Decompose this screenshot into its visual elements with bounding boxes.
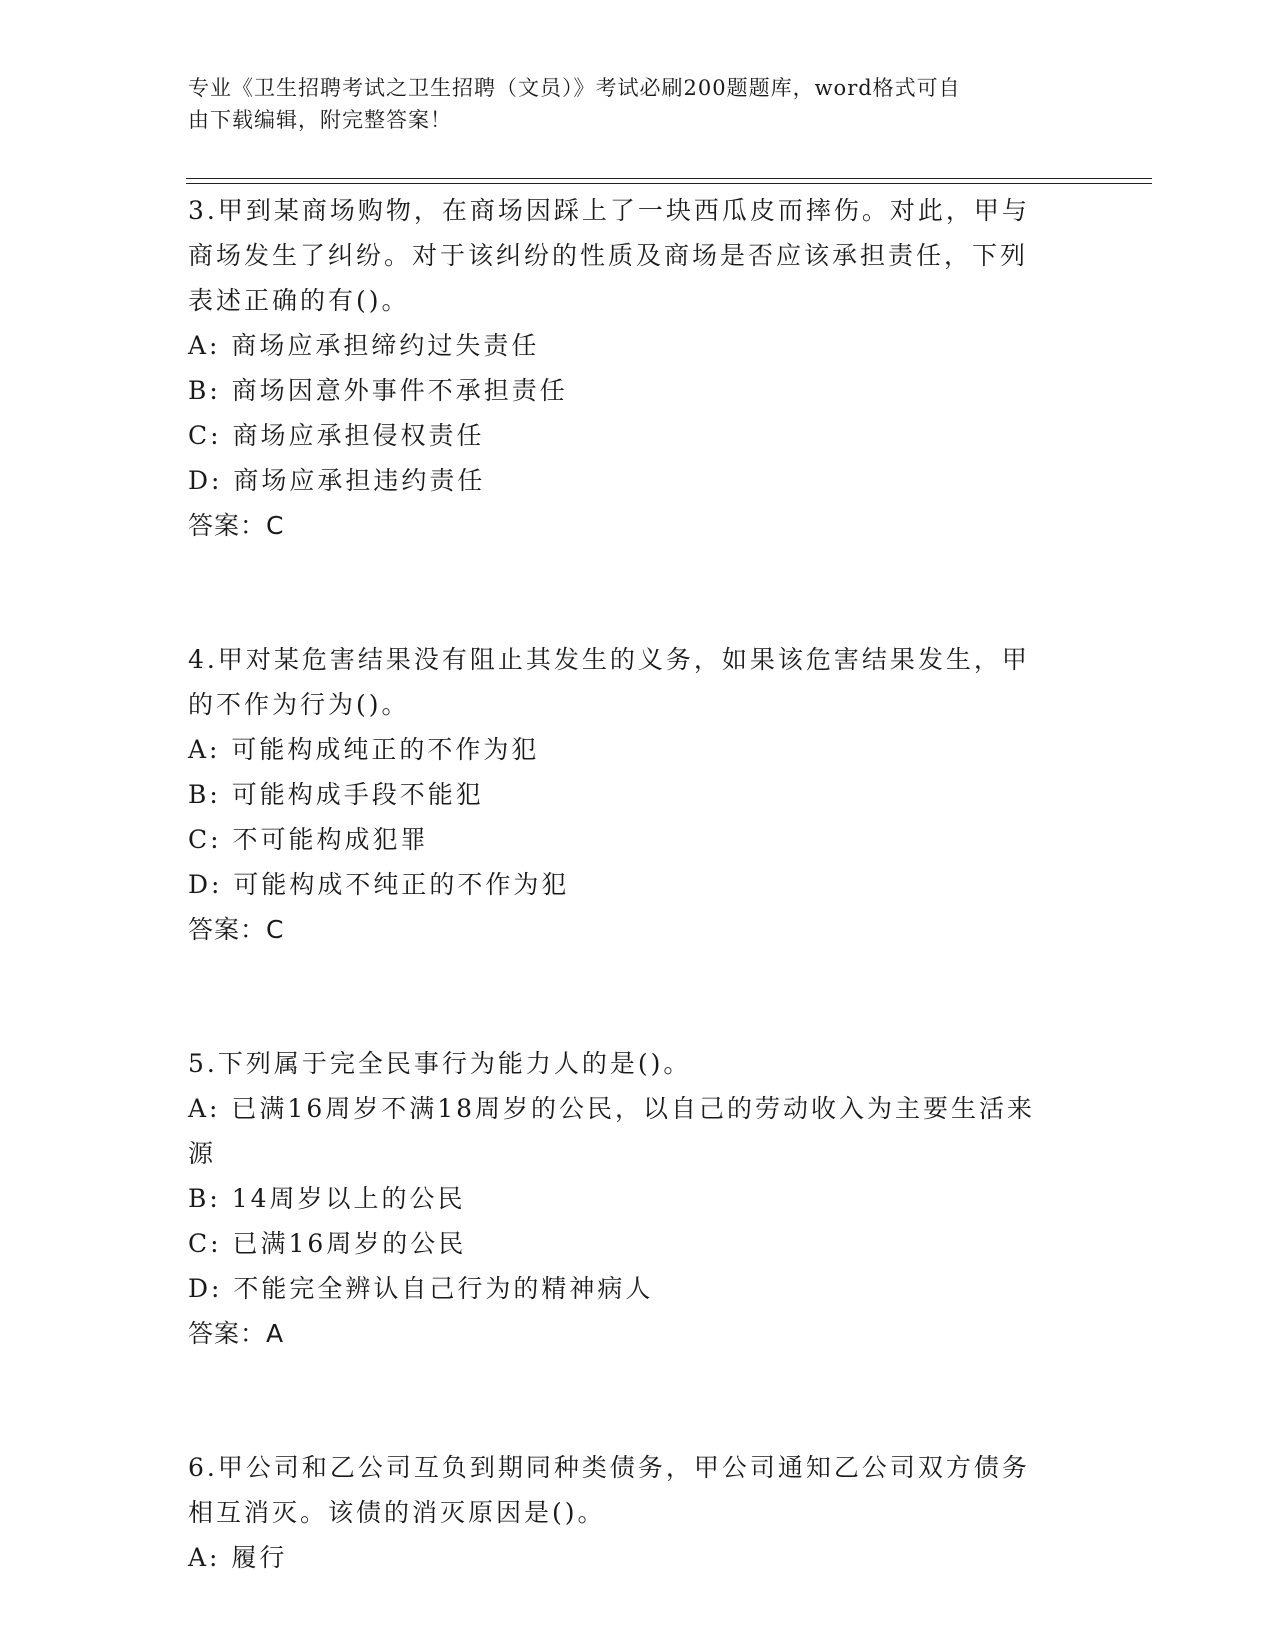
question-gap	[188, 953, 1078, 1041]
option-a-continued: 源	[188, 1139, 217, 1168]
question-5	[188, 1041, 1078, 1357]
question-list	[188, 188, 1078, 1580]
option-c: C: 已满16周岁的公民	[188, 1229, 467, 1258]
answer: 答案：C	[188, 915, 285, 944]
option-d: D: 可能构成不纯正的不作为犯	[188, 870, 570, 899]
option-b: B: 商场因意外事件不承担责任	[188, 376, 568, 405]
question-stem-line: 5.下列属于完全民事行为能力人的是()。	[188, 1049, 692, 1078]
question-stem-line: 商场发生了纠纷。对于该纠纷的性质及商场是否应该承担责任，下列	[188, 241, 1029, 270]
option-a: A: 已满16周岁不满18周岁的公民，以自己的劳动收入为主要生活来	[188, 1094, 1036, 1123]
header-divider-bottom	[186, 183, 1152, 184]
question-stem-line: 3.甲到某商场购物，在商场因踩上了一块西瓜皮而摔伤。对此，甲与	[188, 196, 1030, 225]
question-stem-line: 6.甲公司和乙公司互负到期同种类债务，甲公司通知乙公司双方债务	[188, 1453, 1030, 1482]
option-a: A: 商场应承担缔约过失责任	[188, 331, 540, 360]
question-4	[188, 637, 1078, 953]
option-b: B: 14周岁以上的公民	[188, 1184, 466, 1213]
question-stem-line: 相互消灭。该债的消灭原因是()。	[188, 1498, 606, 1527]
question-3	[188, 188, 1078, 549]
option-d: D: 商场应承担违约责任	[188, 466, 486, 495]
header-divider-top	[186, 178, 1152, 179]
option-a: A: 履行	[188, 1543, 288, 1572]
header-line-2: 由下载编辑，附完整答案！	[188, 108, 452, 132]
option-c: C: 商场应承担侵权责任	[188, 421, 485, 450]
header-line-1: 专业《卫生招聘考试之卫生招聘（文员）》考试必刷200题题库，word格式可自	[188, 76, 961, 100]
answer: 答案：A	[188, 1319, 285, 1348]
document-header	[188, 72, 1068, 136]
question-gap	[188, 549, 1078, 637]
question-gap	[188, 1357, 1078, 1445]
question-stem-line: 表述正确的有()。	[188, 286, 410, 315]
option-a: A: 可能构成纯正的不作为犯	[188, 735, 540, 764]
answer: 答案：C	[188, 511, 285, 540]
option-b: B: 可能构成手段不能犯	[188, 780, 484, 809]
question-6	[188, 1445, 1078, 1580]
question-stem-line: 4.甲对某危害结果没有阻止其发生的义务，如果该危害结果发生，甲	[188, 645, 1030, 674]
question-stem-line: 的不作为行为()。	[188, 690, 410, 719]
option-d: D: 不能完全辨认自己行为的精神病人	[188, 1274, 654, 1303]
option-c: C: 不可能构成犯罪	[188, 825, 429, 854]
